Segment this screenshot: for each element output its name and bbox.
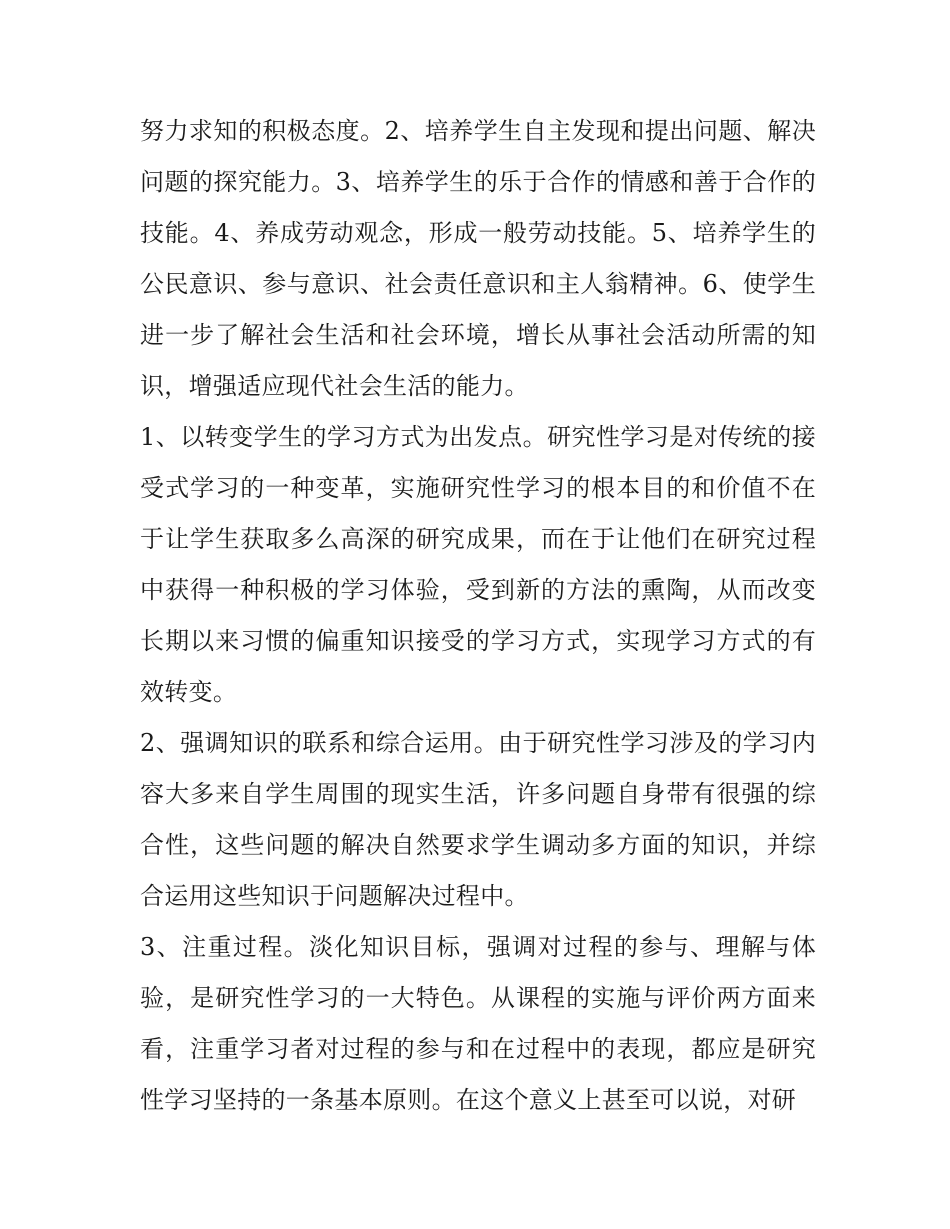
document-body xyxy=(140,106,816,1126)
paragraph-4: 3、注重过程。淡化知识目标，强调对过程的参与、理解与体验，是研究性学习的一大特色。从课程的实施与评价两方面来看，注重学习者对过程的参与和在过程中的表现，都应是研究性学习坚持的一条基本原则。在这个意义上甚至可以说，对研 xyxy=(140,933,816,1114)
paragraph-3: 2、强调知识的联系和综合运用。由于研究性学习涉及的学习内容大多来自学生周围的现实生活，许多问题自身带有很强的综合性，这些问题的解决自然要求学生调动多方面的知识，并综合运用这些知识于问题解决过程中。 xyxy=(140,729,816,910)
paragraph-1: 努力求知的积极态度。2、培养学生自主发现和提出问题、解决问题的探究能力。3、培养学生的乐于合作的情感和善于合作的技能。4、养成劳动观念，形成一般劳动技能。5、培养学生的公民意识、参与意识、社会责任意识和主人翁精神。6、使学生进一步了解社会生活和社会环境，增长从事社会活动所需的知识，增强适应现代社会生活的能力。 xyxy=(140,117,816,400)
paragraph-2: 1、以转变学生的学习方式为出发点。研究性学习是对传统的接受式学习的一种变革，实施研究性学习的根本目的和价值不在于让学生获取多么高深的研究成果，而在于让他们在研究过程中获得一种积极的学习体验，受到新的方法的熏陶，从而改变长期以来习惯的偏重知识接受的学习方式，实现学习方式的有效转变。 xyxy=(140,423,816,706)
